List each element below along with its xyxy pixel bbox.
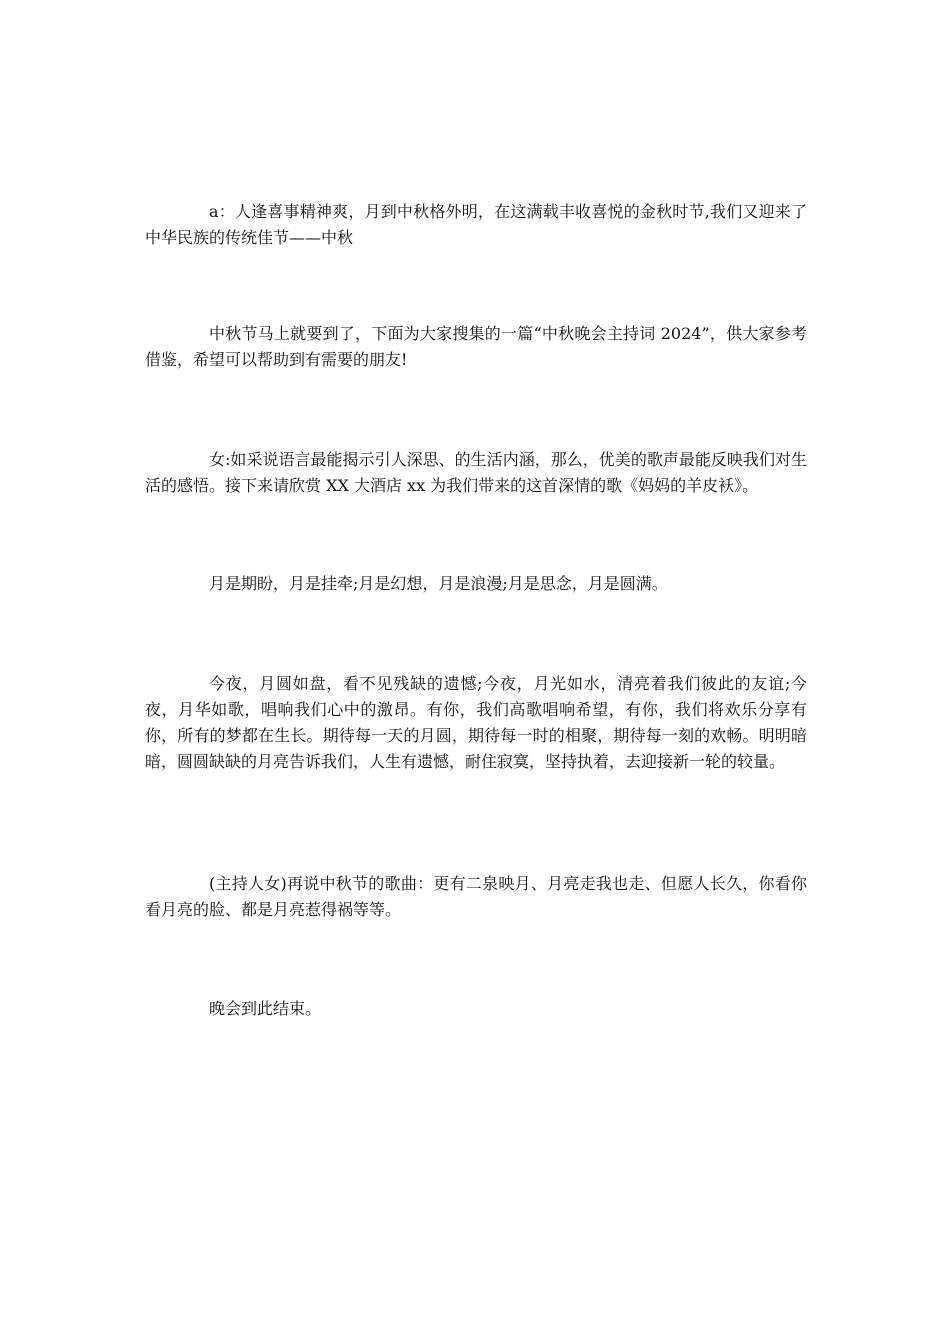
paragraph-songs-mention: (主持人女)再说中秋节的歌曲：更有二泉映月、月亮走我也走、但愿人长久，你看你看月亮的脸、都是月亮惹得祸等等。 bbox=[145, 874, 807, 919]
paragraph-opening-host-a: a：人逢喜事精神爽，月到中秋格外明，在这满载丰收喜悦的金秋时节,我们又迎来了中华民族的传统佳节——中秋 bbox=[145, 202, 807, 247]
paragraph-introduction: 中秋节马上就要到了，下面为大家搜集的一篇“中秋晚会主持词 2024”，供大家参考借鉴，希望可以帮助到有需要的朋友! bbox=[145, 324, 807, 369]
paragraph-moon-verse: 月是期盼，月是挂牵;月是幻想，月是浪漫;月是思念，月是圆满。 bbox=[209, 574, 668, 593]
paragraph-song-introduction: 女:如采说语言最能揭示引人深思、的生活内涵，那么，优美的歌声最能反映我们对生活的感悟。接下来请欣赏 XX 大酒店 xx 为我们带来的这首深情的歌《妈妈的羊皮袄》。 bbox=[145, 450, 807, 495]
paragraph-tonight-verse: 今夜，月圆如盘，看不见残缺的遗憾;今夜，月光如水，清亮着我们彼此的友谊;今夜，月华如歌，唱响我们心中的激昂。有你，我们高歌唱响希望，有你，我们将欢乐分享有你，所有的梦都在生长。期待每一天的月圆，期待每一时的相聚，期待每一刻的欢畅。明明暗暗，圆圆缺缺的月亮告诉我们，人生有遗憾，耐住寂寞，坚持执着，去迎接新一轮的较量。 bbox=[145, 674, 807, 771]
paragraph-closing: 晚会到此结束。 bbox=[209, 999, 322, 1018]
